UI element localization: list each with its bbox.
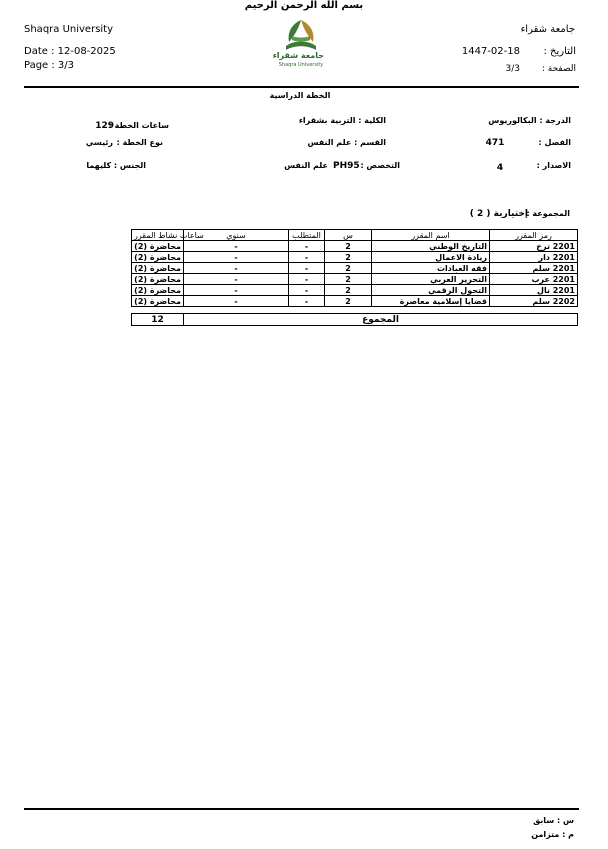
date-label: Date : 12-08-2025 [24, 46, 116, 57]
table-row [132, 252, 578, 263]
cell-course-name: قضايا إسلامية معاصرة [372, 296, 490, 307]
cell-annual: - [184, 285, 289, 296]
version-value: 4 [496, 163, 504, 173]
hijri-date-value: 1447-02-18 [461, 46, 520, 57]
plan-hours-label: ساعات الخطة : [108, 121, 169, 130]
table-row [132, 274, 578, 285]
cell-course-code: 2201 دار [490, 252, 578, 263]
header-hours: س [325, 230, 372, 241]
university-name-en: Shaqra University [24, 24, 114, 35]
page-label: Page : 3/3 [24, 60, 75, 71]
table-row [132, 285, 578, 296]
cell-hours: 2 [325, 263, 372, 274]
semester-value: 471 [485, 138, 505, 148]
gender: الجنس : كليهما [86, 161, 146, 170]
cell-activity: محاضرة (2) [132, 252, 184, 263]
plan-type-value: رئيسي [85, 138, 113, 147]
basmala: بسم الله الرحمن الرحيم [244, 0, 364, 11]
header-course-name: اسم المقرر [372, 230, 490, 241]
courses-table [131, 229, 578, 307]
plan-hours-value: 129 [95, 121, 114, 131]
cell-course-name: التاريخ الوطني [372, 241, 490, 252]
plan-type-label: نوع الخطة : [116, 138, 163, 147]
legend-concurrent: م : متزامن [531, 830, 574, 839]
footer-divider [24, 808, 579, 810]
cell-hours: 2 [325, 285, 372, 296]
cell-activity: محاضرة (2) [132, 285, 184, 296]
page-ar-value: 3/3 [505, 64, 520, 74]
semester-label: الفصل : [538, 138, 571, 147]
cell-prereq: - [289, 252, 325, 263]
group-label: المجموعة : [526, 209, 570, 218]
cell-course-code: 2201 عرب [490, 274, 578, 285]
cell-hours: 2 [325, 274, 372, 285]
total-table [131, 313, 578, 326]
major-name: علم النفس [284, 161, 328, 170]
logo-text-ar: جامعة شقراء [272, 51, 324, 60]
cell-prereq: - [289, 274, 325, 285]
logo-emblem-icon [278, 18, 324, 52]
degree: الدرجة : البكالوريوس [488, 116, 571, 125]
cell-hours: 2 [325, 252, 372, 263]
cell-annual: - [184, 252, 289, 263]
plan-title: الخطة الدراسية [269, 91, 331, 100]
legend-previous: س : سابق [533, 816, 574, 825]
cell-prereq: - [289, 241, 325, 252]
cell-prereq: - [289, 296, 325, 307]
cell-activity: محاضرة (2) [132, 296, 184, 307]
cell-hours: 2 [325, 296, 372, 307]
cell-annual: - [184, 263, 289, 274]
cell-course-name: التحرير العربي [372, 274, 490, 285]
table-row [132, 241, 578, 252]
cell-course-name: ريادة الاعمال [372, 252, 490, 263]
cell-prereq: - [289, 285, 325, 296]
header-annual: سنوي [184, 230, 289, 241]
cell-course-code: 2201 سلم [490, 263, 578, 274]
cell-annual: - [184, 296, 289, 307]
header-prereq: المتطلب [289, 230, 325, 241]
college: الكلية : التربية بشقراء [298, 116, 386, 125]
table-row [132, 296, 578, 307]
group-value: إختيارية ( 2 ) [469, 209, 528, 219]
table-header-row [132, 230, 578, 241]
page-ar-label: الصفحة : [541, 64, 576, 74]
logo-text-en: Shaqra University [278, 62, 324, 68]
major-code: PH95 [333, 161, 360, 171]
header-divider [24, 86, 579, 88]
table-row [132, 263, 578, 274]
total-value: 12 [132, 314, 184, 326]
cell-activity: محاضرة (2) [132, 263, 184, 274]
cell-course-code: 2201 ترخ [490, 241, 578, 252]
cell-course-name: التحول الرقمي [372, 285, 490, 296]
cell-prereq: - [289, 263, 325, 274]
department: القسم : علم النفس [307, 138, 386, 147]
cell-activity: محاضرة (2) [132, 274, 184, 285]
cell-course-code: 2202 سلم [490, 296, 578, 307]
version-label: الاصدار : [536, 161, 571, 170]
university-name-ar: جامعة شقراء [520, 24, 575, 35]
total-row [132, 314, 578, 326]
hijri-date-label: التاريخ : [543, 46, 576, 57]
university-logo [272, 18, 324, 72]
cell-hours: 2 [325, 241, 372, 252]
cell-activity: محاضرة (2) [132, 241, 184, 252]
cell-annual: - [184, 241, 289, 252]
cell-annual: - [184, 274, 289, 285]
header-activity: ساعات نشاط المقرر [132, 230, 184, 241]
cell-course-code: 2201 نال [490, 285, 578, 296]
header-course-code: رمز المقرر [490, 230, 578, 241]
total-label: المجموع [184, 314, 578, 326]
major-label: التخصص : [360, 161, 400, 170]
cell-course-name: فقه العبادات [372, 263, 490, 274]
